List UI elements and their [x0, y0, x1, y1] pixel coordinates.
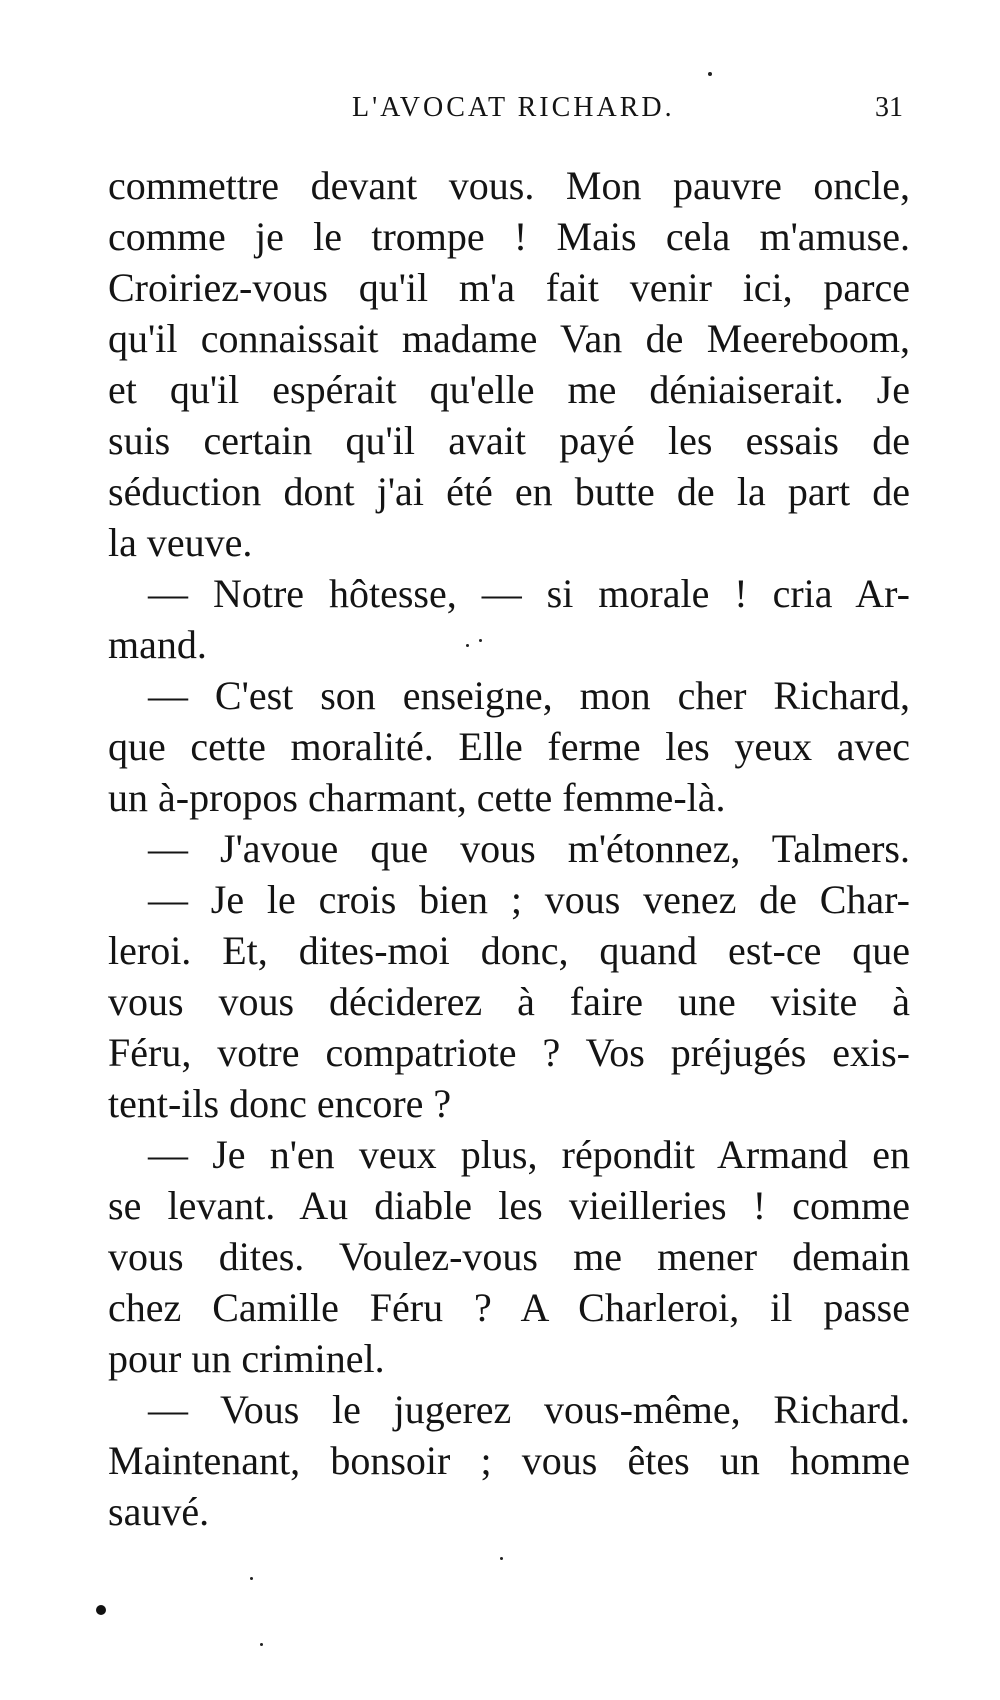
text-line: pour un criminel.: [108, 1336, 385, 1381]
text-line: tent-ils donc encore ?: [108, 1081, 452, 1126]
text-line: — Je le crois bien ; vous venez de Char-: [148, 877, 910, 922]
text-line: qu'il connaissait madame Van de Meereboom,: [108, 316, 910, 361]
text-line: comme je le trompe ! Mais cela m'amuse.: [108, 214, 910, 259]
text-line: chez Camille Féru ? A Charleroi, il passe: [108, 1285, 910, 1330]
body-text: [108, 160, 910, 1537]
text-line: — J'avoue que vous m'étonnez, Talmers.: [148, 826, 910, 871]
ink-speck: [260, 1643, 263, 1646]
text-line: — Je n'en veux plus, répondit Armand en: [148, 1132, 910, 1177]
text-line: suis certain qu'il avait payé les essais de: [108, 418, 910, 463]
text-line: Maintenant, bonsoir ; vous êtes un homme: [108, 1438, 910, 1483]
running-title: L'AVOCAT RICHARD.: [352, 92, 675, 123]
text-line: vous dites. Voulez-vous me mener demain: [108, 1234, 910, 1279]
text-line: que cette moralité. Elle ferme les yeux avec: [108, 724, 910, 769]
text-line: — Vous le jugerez vous-même, Richard.: [148, 1387, 910, 1432]
text-line: — C'est son enseigne, mon cher Richard,: [148, 673, 910, 718]
text-line: mand.: [108, 622, 207, 667]
text-line: un à-propos charmant, cette femme-là.: [108, 775, 726, 820]
ink-speck: [500, 1557, 503, 1560]
page-number: 31: [875, 92, 903, 123]
ink-speck: [96, 1605, 106, 1615]
ink-speck: [708, 72, 712, 76]
text-line: — Notre hôtesse, — si morale ! cria Ar-: [148, 571, 910, 616]
running-head: [0, 92, 1000, 132]
ink-speck: [250, 1577, 253, 1580]
text-line: Féru, votre compatriote ? Vos préjugés exis-: [108, 1030, 910, 1075]
ink-speck: [466, 644, 469, 647]
ink-speck: [479, 639, 482, 642]
text-line: et qu'il espérait qu'elle me déniaiserait. Je: [108, 367, 910, 412]
text-line: vous vous déciderez à faire une visite à: [108, 979, 910, 1024]
text-line: sauvé.: [108, 1489, 210, 1534]
text-line: leroi. Et, dites-moi donc, quand est-ce que: [108, 928, 910, 973]
text-line: séduction dont j'ai été en butte de la part de: [108, 469, 910, 514]
text-line: Croiriez-vous qu'il m'a fait venir ici, parce: [108, 265, 910, 310]
text-line: commettre devant vous. Mon pauvre oncle,: [108, 163, 910, 208]
text-line: se levant. Au diable les vieilleries ! comme: [108, 1183, 910, 1228]
text-line: la veuve.: [108, 520, 253, 565]
